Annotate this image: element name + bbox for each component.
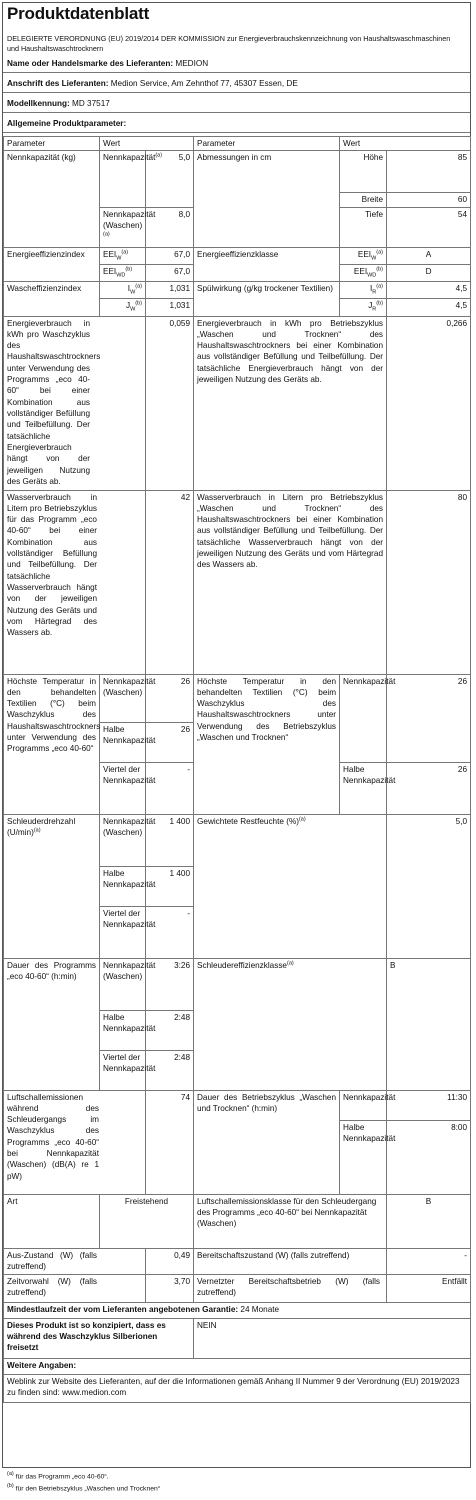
height-value: 85 bbox=[387, 151, 471, 193]
depth-value: 54 bbox=[387, 207, 471, 247]
eec-label: Energieeffizienzklasse bbox=[194, 247, 340, 281]
eei-key2: $EEI_{WD}^{(b)}$ bbox=[100, 264, 146, 281]
capacity-val1: 5,0 bbox=[146, 151, 194, 207]
table-header bbox=[4, 137, 471, 151]
height-label: Höhe bbox=[340, 151, 387, 193]
duration-sub1: Nennkapazität (Waschen) bbox=[100, 958, 146, 1010]
rinse-key1: $I_R^{(a)}$ bbox=[340, 282, 387, 299]
duration-val3: 2:48 bbox=[146, 1050, 194, 1090]
silver-row bbox=[4, 1318, 471, 1358]
temp-sub3: Viertel der Nennkapazität bbox=[100, 762, 146, 814]
general-params-row bbox=[3, 118, 470, 133]
capacity-label: Nennkapazität (kg) bbox=[4, 151, 100, 247]
temp-right-val2: 26 bbox=[387, 762, 471, 814]
delay-start-value: 3,70 bbox=[146, 1274, 194, 1302]
header-value-right: Wert bbox=[340, 137, 471, 151]
delay-start-label: Zeitvorwahl (W) (falls zutreffend) bbox=[4, 1274, 146, 1302]
temp-right-sub2: Halbe Nennkapazität bbox=[340, 762, 387, 814]
table-row bbox=[4, 316, 471, 490]
eei-key1: $EEI_W^{(a)}$ bbox=[100, 247, 146, 264]
table-row bbox=[4, 490, 471, 674]
water-wash-value: 42 bbox=[146, 490, 194, 674]
spin-class-label: Schleudereffizienzklasse$^{(a)}$ bbox=[194, 958, 387, 1090]
noise-value: 74 bbox=[146, 1090, 194, 1194]
further-info-text-row bbox=[4, 1374, 471, 1402]
washdry-duration-sub1: Nennkapazität bbox=[340, 1090, 387, 1120]
eec-val1: A bbox=[387, 247, 471, 264]
page-title: Produktdatenblatt bbox=[7, 4, 150, 23]
rinse-label: Spülwirkung (g/kg trockener Textilien) bbox=[194, 282, 340, 316]
model-value: MD 37517 bbox=[72, 99, 110, 108]
table-row bbox=[4, 151, 471, 193]
wash-label: Wascheffizienzindex bbox=[4, 282, 100, 316]
supplier-address-value: Medion Service, Am Zehnthof 77, 45307 Essen, DE bbox=[110, 79, 298, 88]
washdry-duration-val1: 11:30 bbox=[387, 1090, 471, 1120]
energy-wash-label: Energieverbrauch in kWh pro Waschzyklus des Haushaltswaschtrockners unter Verwendung des Programms „eco 40-60“ bei einer Kombination aus vollständiger Befüllung und Teilbefüllung. Der tatsächliche Energieverbrauch hängt von der jeweiligen Nutzung des Geräts ab. bbox=[4, 316, 146, 490]
temp-val1: 26 bbox=[146, 674, 194, 722]
further-info-label: Weitere Angaben: bbox=[4, 1358, 471, 1374]
spin-val2: 1 400 bbox=[146, 866, 194, 906]
warranty-value: 24 Monate bbox=[240, 1304, 280, 1314]
width-label: Breite bbox=[340, 193, 387, 207]
spin-sub1: Nennkapazität (Waschen) bbox=[100, 814, 146, 866]
model-label: Modellkennung: bbox=[7, 99, 70, 108]
depth-label: Tiefe bbox=[340, 207, 387, 247]
parameters-table bbox=[3, 136, 471, 1403]
eei-label: Energieeffizienzindex bbox=[4, 247, 100, 281]
regulation-text: DELEGIERTE VERORDNUNG (EU) 2019/2014 DER KOMMISSION zur Energieverbrauchskennzeichnung von Haushaltswaschmaschinen und Haushaltswaschtrocknern bbox=[7, 34, 451, 53]
table-row bbox=[4, 1194, 471, 1248]
temp-val3: - bbox=[146, 762, 194, 814]
washdry-duration-sub2: Halbe Nennkapazität bbox=[340, 1120, 387, 1194]
moisture-label: Gewichtete Restfeuchte (%)$^{(a)}$ bbox=[194, 814, 387, 958]
duration-sub3: Viertel der Nennkapazität bbox=[100, 1050, 146, 1090]
rinse-val1: 4,5 bbox=[387, 282, 471, 299]
silver-value: NEIN bbox=[194, 1318, 471, 1358]
header-value-left: Wert bbox=[100, 137, 194, 151]
warranty-row bbox=[4, 1302, 471, 1318]
warranty-cell bbox=[4, 1302, 471, 1318]
further-info-text: Weblink zur Website des Lieferanten, auf der die Informationen gemäß Anhang II Nummer 9 der Verordnung (EU) 2019/2023 zu finden sind: www.medion.com bbox=[4, 1374, 471, 1402]
type-value: Freistehend bbox=[100, 1194, 194, 1248]
type-label: Art bbox=[4, 1194, 100, 1248]
water-washdry-label: Wasserverbrauch in Litern pro Betriebszyklus „Waschen und Trocknen“ des Haushaltswaschtrockners bei einer Kombination aus vollständiger Befüllung und Teilbefüllung. Der tatsächliche Wasserverbrauch hängt von der jeweiligen Nutzung des Geräts und vom Härtegrad des Wassers ab. bbox=[194, 490, 387, 674]
temp-washdry-label: Höchste Temperatur in den behandelten Textilien (°C) beim Waschzyklus des Haushaltswaschtrockners unter Verwendung des Betriebszyklus „Waschen und Trocknen“ bbox=[194, 674, 340, 814]
noise-class-label: Luftschallemissionsklasse für den Schleudergang des Programms „eco 40-60“ bei Nennkapazität (Waschen) bbox=[194, 1194, 387, 1248]
table-row bbox=[4, 1248, 471, 1274]
standby-value: - bbox=[387, 1248, 471, 1274]
duration-val1: 3:26 bbox=[146, 958, 194, 1010]
further-info-row bbox=[4, 1358, 471, 1374]
eec-key1: $EEI_W^{(a)}$ bbox=[340, 247, 387, 264]
table-row bbox=[4, 1274, 471, 1302]
capacity-sub1: Nennkapazität$^{(a)}$ bbox=[100, 151, 146, 207]
temp-val2: 26 bbox=[146, 722, 194, 762]
wash-key2: $J_W^{(b)}$ bbox=[100, 299, 146, 316]
capacity-val2: 8,0 bbox=[146, 207, 194, 247]
table-row bbox=[4, 814, 471, 866]
networked-standby-value: Entfällt bbox=[387, 1274, 471, 1302]
wash-val2: 1,031 bbox=[146, 299, 194, 316]
energy-wash-value: 0,059 bbox=[146, 316, 194, 490]
networked-standby-label: Vernetzter Bereitschaftsbetrieb (W) (falls zutreffend) bbox=[194, 1274, 387, 1302]
footnote-b: $^{(b)}$ für den Betriebszyklus „Waschen und Trocknen“ bbox=[7, 1483, 161, 1493]
dimensions-label: Abmessungen in cm bbox=[194, 151, 340, 247]
eec-key2: $EEI_{WD}^{(b)}$ bbox=[340, 264, 387, 281]
supplier-name-label: Name oder Handelsmarke des Lieferanten: bbox=[7, 59, 174, 68]
table-row bbox=[4, 1090, 471, 1120]
duration-label: Dauer des Programms „eco 40-60“ (h:min) bbox=[4, 958, 100, 1090]
spin-val1: 1 400 bbox=[146, 814, 194, 866]
supplier-name-row bbox=[3, 58, 470, 73]
energy-washdry-value: 0,266 bbox=[387, 316, 471, 490]
washdry-duration-label: Dauer des Betriebszyklus „Waschen und Trocknen“ (h:min) bbox=[194, 1090, 340, 1194]
temp-sub2: Halbe Nennkapazität bbox=[100, 722, 146, 762]
temp-wash-label: Höchste Temperatur in den behandelten Textilien (°C) beim Waschzyklus des Haushaltswaschtrockners unter Verwendung des Programms „eco 40-60“ bbox=[4, 674, 100, 814]
temp-sub1: Nennkapazität (Waschen) bbox=[100, 674, 146, 722]
rinse-val2: 4,5 bbox=[387, 299, 471, 316]
spin-label: Schleuderdrehzahl $(U/\min)^{(a)}$ bbox=[4, 814, 100, 958]
energy-washdry-label: Energieverbrauch in kWh pro Betriebszyklus „Waschen und Trocknen“ des Haushaltswaschtrockners bei einer Kombination aus vollständiger Befüllung und Teilbefüllung. Der tatsächliche Energieverbrauch hängt von der jeweiligen Nutzung des Geräts ab. bbox=[194, 316, 387, 490]
supplier-address-label: Anschrift des Lieferanten: bbox=[7, 79, 109, 88]
supplier-address-row bbox=[3, 78, 470, 93]
header-param-left: Parameter bbox=[4, 137, 100, 151]
off-mode-value: 0,49 bbox=[146, 1248, 194, 1274]
spin-sub3: Viertel der Nennkapazität bbox=[100, 906, 146, 958]
water-wash-label: Wasserverbrauch in Litern pro Betriebszyklus für das Programm „eco 40-60“ bei einer Kombination aus vollständiger Befüllung und Teilbefüllung. Der tatsächliche Wasserverbrauch hängt von der jeweiligen Nutzung des Geräts und vom Härtegrad des Wassers ab. bbox=[4, 490, 146, 674]
water-washdry-value: 80 bbox=[387, 490, 471, 674]
model-row bbox=[3, 98, 470, 113]
supplier-name-value: MEDION bbox=[175, 59, 209, 68]
noise-label: Luftschallemissionen während des Schleudergangs im Waschzyklus des Programms „eco 40-60“ bei Nennkapazität (Waschen) (dB(A) re 1 pW) bbox=[4, 1090, 146, 1194]
standby-label: Bereitschaftszustand (W) (falls zutreffend) bbox=[194, 1248, 387, 1274]
footnote-a: $^{(a)}$ für das Programm „eco 40-60“. bbox=[7, 1471, 109, 1481]
off-mode-label: Aus-Zustand (W) (falls zutreffend) bbox=[4, 1248, 146, 1274]
duration-sub2: Halbe Nennkapazität bbox=[100, 1010, 146, 1050]
width-value: 60 bbox=[387, 193, 471, 207]
wash-val1: 1,031 bbox=[146, 282, 194, 299]
wash-key1: $I_W^{(a)}$ bbox=[100, 282, 146, 299]
eei-val2: 67,0 bbox=[146, 264, 194, 281]
capacity-sub2: Nennkapazität (Waschen)$^{(a)}$ bbox=[100, 207, 146, 247]
header-param-right: Parameter bbox=[194, 137, 340, 151]
warranty-label: Mindestlaufzeit der vom Lieferanten angebotenen Garantie: bbox=[7, 1304, 239, 1314]
eei-val1: 67,0 bbox=[146, 247, 194, 264]
washdry-duration-val2: 8:00 bbox=[387, 1120, 471, 1194]
eec-val2: D bbox=[387, 264, 471, 281]
noise-class-value: B bbox=[387, 1194, 471, 1248]
temp-right-sub1: Nennkapazität bbox=[340, 674, 387, 762]
general-params-label: Allgemeine Produktparameter: bbox=[7, 119, 127, 128]
footnotes bbox=[7, 1470, 160, 1495]
duration-val2: 2:48 bbox=[146, 1010, 194, 1050]
spin-val3: - bbox=[146, 906, 194, 958]
table-row bbox=[4, 247, 471, 264]
silver-label: Dieses Produkt ist so konzipiert, dass es während des Waschzyklus Silberionen freisetzt bbox=[4, 1318, 194, 1358]
table-row bbox=[4, 674, 471, 722]
rinse-key2: $J_R^{(b)}$ bbox=[340, 299, 387, 316]
spin-sub2: Halbe Nennkapazität bbox=[100, 866, 146, 906]
table-row bbox=[4, 282, 471, 299]
moisture-value: 5,0 bbox=[387, 814, 471, 958]
temp-right-val1: 26 bbox=[387, 674, 471, 762]
spin-class-value: B bbox=[387, 958, 471, 1090]
table-row bbox=[4, 958, 471, 1010]
